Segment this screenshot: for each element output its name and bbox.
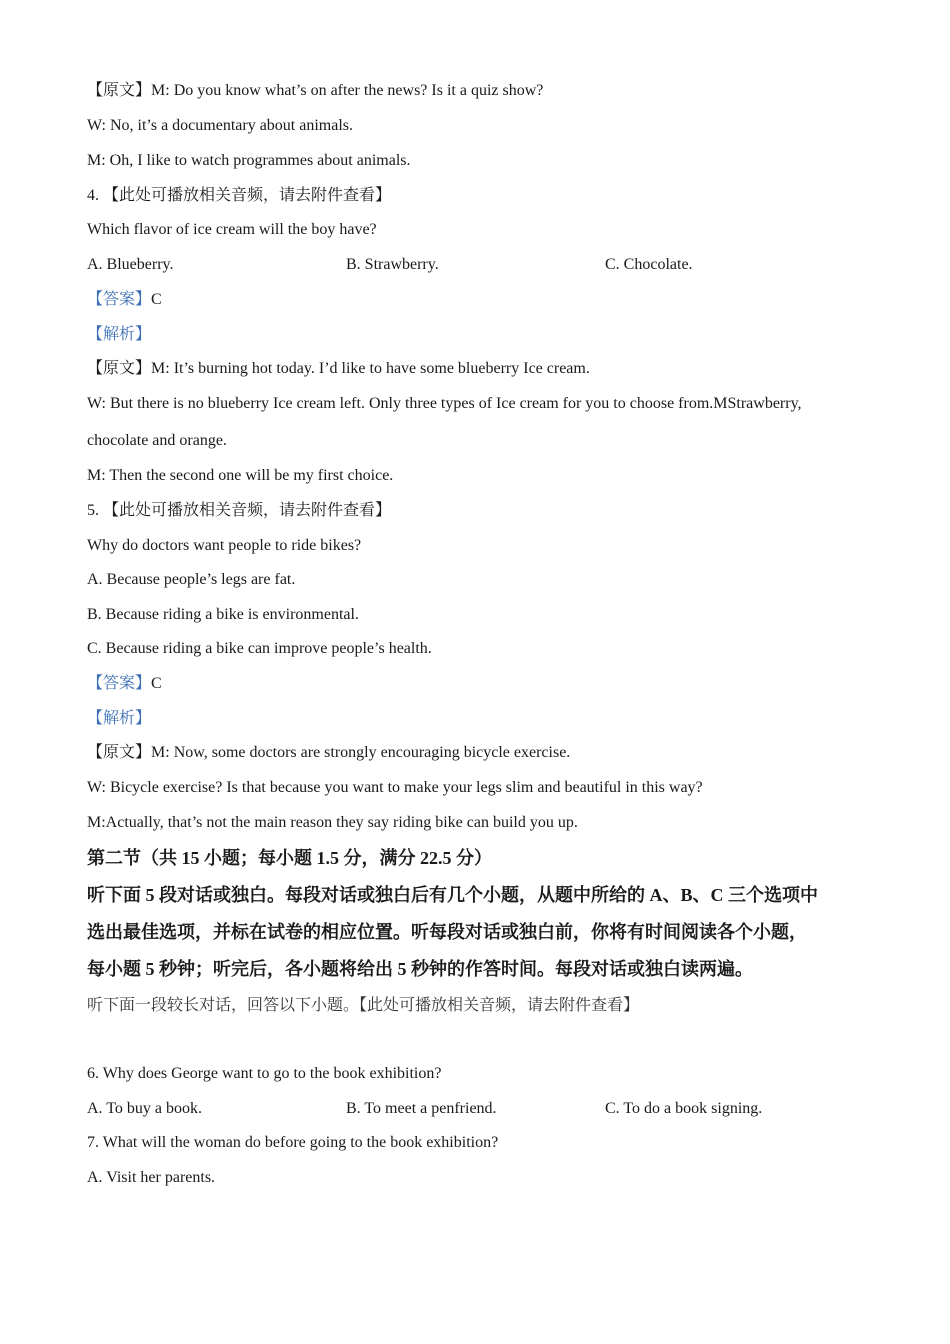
question-5-option-b: B. Because riding a bike is environmental. xyxy=(87,606,359,623)
transcript-line: M:Actually, that’s not the main reason they say riding bike can build you up. xyxy=(87,814,578,831)
question-4-stem: Which flavor of ice cream will the boy have? xyxy=(87,221,377,238)
answer-label: 【答案】 xyxy=(87,291,152,308)
option-a: A. To buy a book. xyxy=(87,1100,203,1117)
answer-label: 【答案】 xyxy=(87,675,152,692)
question-7-option-a: A. Visit her parents. xyxy=(87,1169,216,1186)
question-4-audio[interactable]: 4. 【此处可播放相关音频，请去附件查看】 xyxy=(87,187,392,204)
question-4-options xyxy=(87,255,867,275)
analysis-label: 【解析】 xyxy=(87,710,152,727)
analysis-label: 【解析】 xyxy=(87,326,152,343)
listening-notice[interactable]: 听下面一段较长对话，回答以下小题。【此处可播放相关音频，请去附件查看】 xyxy=(87,997,640,1014)
option-b: B. To meet a penfriend. xyxy=(346,1100,497,1117)
section-instructions: 选出最佳选项，并标在试卷的相应位置。听每段对话或独白前，你将有时间阅读各个小题， xyxy=(87,922,807,942)
section-instructions: 听下面 5 段对话或独白。每段对话或独白后有几个小题，从题中所给的 A、B、C 三个选项中 xyxy=(87,885,818,905)
question-5-audio[interactable]: 5. 【此处可播放相关音频，请去附件查看】 xyxy=(87,502,392,519)
transcript-text: M: Do you know what’s on after the news? Is it a quiz show? xyxy=(151,82,544,99)
question-6-options xyxy=(87,1099,867,1119)
transcript-line: W: But there is no blueberry Ice cream left. Only three types of Ice cream for you to choose from.MStrawberry, xyxy=(87,395,802,412)
source-label: 【原文】 xyxy=(87,744,152,761)
transcript-line xyxy=(87,359,590,379)
answer-line xyxy=(87,290,162,310)
question-6-stem: 6. Why does George want to go to the book exhibition? xyxy=(87,1065,442,1082)
transcript-line xyxy=(87,743,570,763)
option-b: B. Strawberry. xyxy=(346,256,439,273)
option-c: C. To do a book signing. xyxy=(605,1100,763,1117)
transcript-line xyxy=(87,81,543,101)
answer-value: C xyxy=(151,291,162,308)
section-heading: 第二节（共 15 小题；每小题 1.5 分，满分 22.5 分） xyxy=(87,848,492,868)
transcript-line: M: Oh, I like to watch programmes about animals. xyxy=(87,152,411,169)
option-c: C. Chocolate. xyxy=(605,256,693,273)
question-5-stem: Why do doctors want people to ride bikes? xyxy=(87,537,362,554)
answer-value: C xyxy=(151,675,162,692)
transcript-text: M: It’s burning hot today. I’d like to have some blueberry Ice cream. xyxy=(151,360,590,377)
transcript-line: M: Then the second one will be my first choice. xyxy=(87,467,394,484)
option-a: A. Blueberry. xyxy=(87,256,174,273)
source-label: 【原文】 xyxy=(87,360,152,377)
section-instructions: 每小题 5 秒钟；听完后，各小题将给出 5 秒钟的作答时间。每段对话或独白读两遍。 xyxy=(87,959,753,979)
question-5-option-a: A. Because people’s legs are fat. xyxy=(87,571,296,588)
transcript-text: M: Now, some doctors are strongly encouraging bicycle exercise. xyxy=(151,744,571,761)
answer-line xyxy=(87,674,162,694)
transcript-line: W: No, it’s a documentary about animals. xyxy=(87,117,354,134)
transcript-line: chocolate and orange. xyxy=(87,432,227,449)
transcript-line: W: Bicycle exercise? Is that because you want to make your legs slim and beautiful in this way? xyxy=(87,779,703,796)
question-5-option-c: C. Because riding a bike can improve people’s health. xyxy=(87,640,432,657)
question-7-stem: 7. What will the woman do before going to the book exhibition? xyxy=(87,1134,499,1151)
source-label: 【原文】 xyxy=(87,82,152,99)
